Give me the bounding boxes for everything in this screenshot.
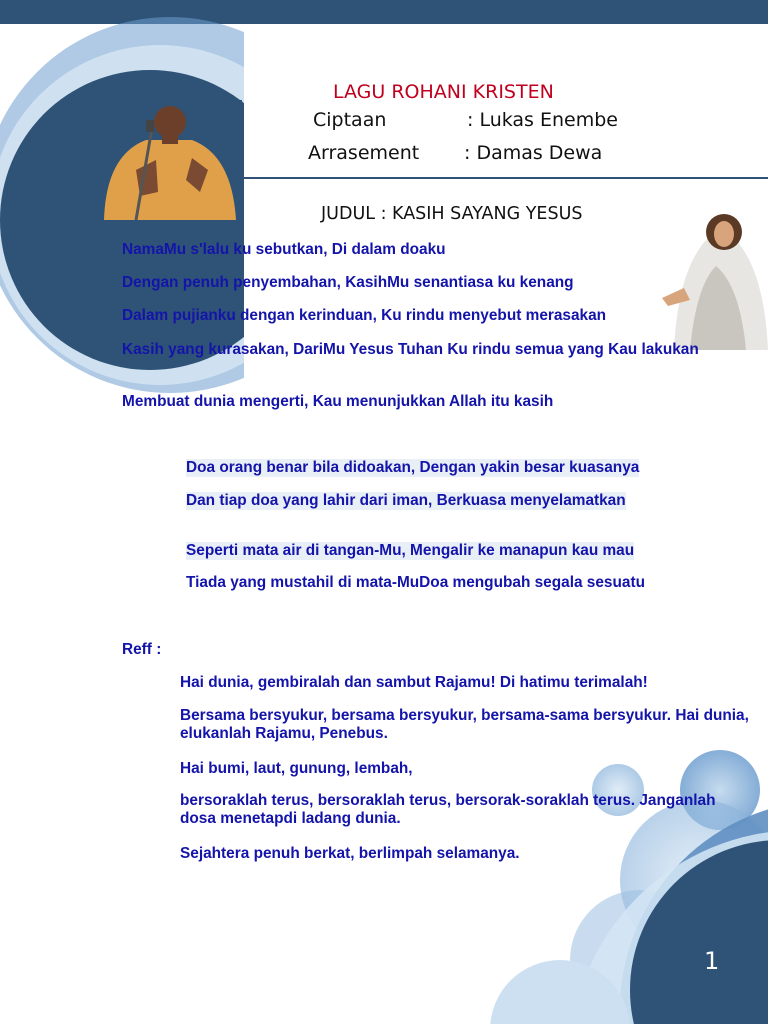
ciptaan-row (313, 109, 618, 131)
verse1-line-3: Dalam pujianku dengan kerinduan, Ku rindu menyebut merasakan (122, 307, 607, 324)
arrasement-row (308, 142, 602, 164)
reff-line-5: Sejahtera penuh berkat, berlimpah selamanya. (180, 845, 520, 862)
verse1-line-4: Kasih yang kurasakan, DariMu Yesus Tuhan Ku rindu semua yang Kau lakukan (122, 341, 699, 358)
song-category-title: LAGU ROHANI KRISTEN (333, 81, 554, 103)
arrasement-label: Arrasement (308, 142, 420, 164)
verse2-line-3: Seperti mata air di tangan-Mu, Mengalir ke manapun kau mau (186, 542, 635, 559)
verse1-line-2: Dengan penuh penyembahan, KasihMu senantiasa ku kenang (122, 274, 574, 291)
header-divider (244, 177, 768, 179)
verse1-line-1: NamaMu s'lalu ku sebutkan, Di dalam doaku (122, 241, 446, 258)
reff-line-3: Hai bumi, laut, gunung, lembah, (180, 760, 413, 777)
arrasement-value: : Damas Dewa (464, 142, 603, 164)
verse2-line-1: Doa orang benar bila didoakan, Dengan yakin besar kuasanya (186, 459, 640, 476)
ciptaan-value: : Lukas Enembe (467, 109, 618, 131)
ciptaan-label: Ciptaan (313, 109, 387, 131)
reff-line-2: Bersama bersyukur, bersama bersyukur, bersama-sama bersyukur. Hai dunia, elukanlah Rajamu, Penebus. (180, 707, 749, 742)
reff-label: Reff : (122, 641, 162, 658)
song-title: JUDUL : KASIH SAYANG YESUS (321, 204, 583, 224)
reff-line-1: Hai dunia, gembiralah dan sambut Rajamu! Di hatimu terimalah! (180, 674, 648, 691)
verse2-line-4: Tiada yang mustahil di mata-MuDoa mengubah segala sesuatu (186, 574, 645, 591)
verse2-line-2: Dan tiap doa yang lahir dari iman, Berkuasa menyelamatkan (186, 492, 626, 509)
reff-line-4: bersoraklah terus, bersoraklah terus, bersorak-soraklah terus. Janganlah dosa menetapdi ladang dunia. (180, 792, 716, 827)
speaker-photo (96, 100, 242, 220)
verse1-line-5: Membuat dunia mengerti, Kau menunjukkan Allah itu kasih (122, 393, 554, 410)
page-number: 1 (704, 947, 720, 975)
